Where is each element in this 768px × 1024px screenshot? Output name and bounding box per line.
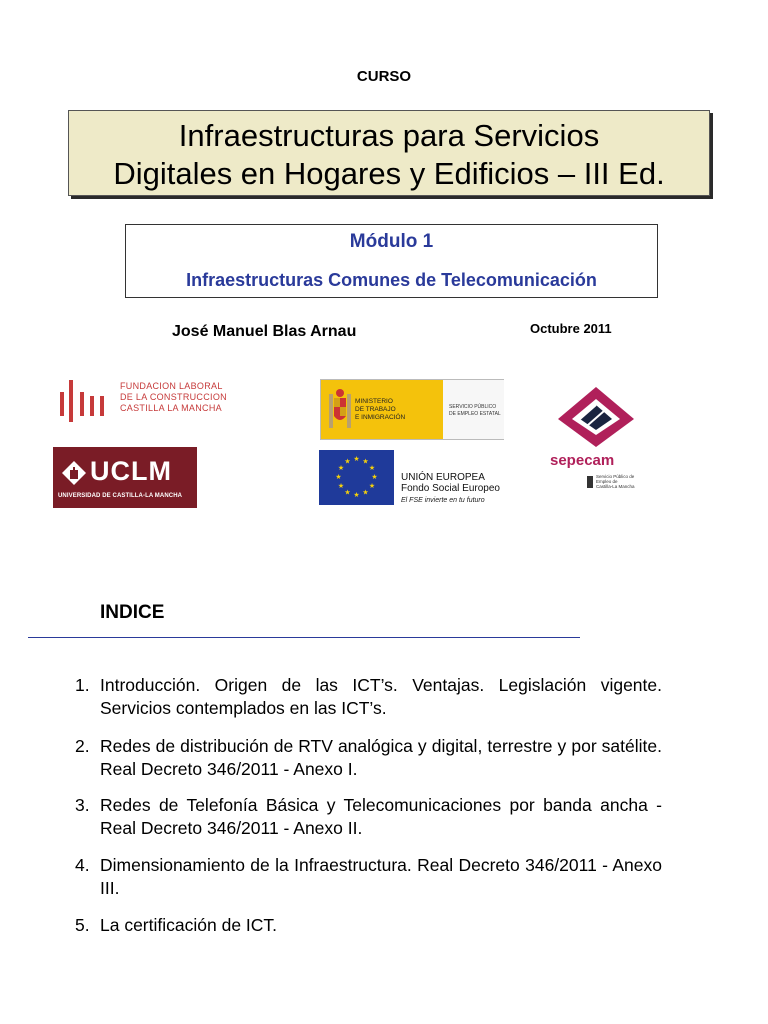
course-label: CURSO <box>356 68 412 85</box>
sepecam-diamond-icon <box>556 385 636 449</box>
ministerio-trabajo-logo <box>320 379 504 440</box>
castilla-shield-icon <box>586 475 594 489</box>
course-title-box <box>68 110 710 196</box>
module-number: Módulo 1 <box>349 231 434 252</box>
module-name: Infraestructuras Comunes de Telecomunicación <box>186 270 597 290</box>
svg-text:★: ★ <box>353 455 360 463</box>
module-box <box>125 224 658 298</box>
svg-text:★: ★ <box>337 482 345 490</box>
ue-title: UNIÓN EUROPEA <box>401 472 485 483</box>
servicio-empleo-text: SERVICIO PÚBLICO DE EMPLEO ESTATAL <box>449 404 501 417</box>
svg-text:★: ★ <box>368 464 376 472</box>
toc-item-text: Redes de Telefonía Básica y Telecomunicaciones por banda ancha - Real Decreto 346/2011 - Anexo II. <box>100 795 662 838</box>
toc-item-text: Introducción. Origen de las ICT’s. Ventajas. Legislación vigente. Servicios contemplados en las ICT’s. <box>100 675 662 718</box>
svg-text:★: ★ <box>344 457 351 466</box>
uclm-logo <box>53 447 197 508</box>
publication-date: Octubre 2011 <box>530 321 612 336</box>
fundacion-text: FUNDACION LABORAL DE LA CONSTRUCCION CASTILLA LA MANCHA <box>120 381 227 413</box>
svg-text:★: ★ <box>371 473 378 481</box>
index-heading: INDICE <box>100 602 165 623</box>
union-europea-logo <box>319 450 512 508</box>
fundacion-laboral-logo <box>58 378 258 424</box>
toc-item-number: 1. <box>75 675 90 695</box>
toc-item-number: 2. <box>75 736 90 756</box>
svg-text:★: ★ <box>337 464 345 472</box>
sepecam-name: sepecam <box>550 452 615 469</box>
svg-text:★: ★ <box>362 457 369 466</box>
svg-text:★: ★ <box>344 488 351 497</box>
coat-of-arms-icon <box>327 388 353 432</box>
uclm-building-icon <box>60 459 88 487</box>
toc-item-number: 3. <box>75 795 90 815</box>
course-title-line-2: Digitales en Hogares y Edificios – III Ed. <box>113 156 665 191</box>
svg-text:★: ★ <box>362 488 369 497</box>
uclm-subtitle: UNIVERSIDAD DE CASTILLA-LA MANCHA <box>58 493 183 499</box>
sepecam-subtitle: Servicio Público de Empleo de Castilla-La Mancha <box>596 474 635 489</box>
author-name: José Manuel Blas Arnau <box>172 323 357 340</box>
index-divider <box>28 637 580 638</box>
ue-tagline: El FSE invierte en tu futuro <box>401 497 485 504</box>
toc-item-number: 5. <box>75 915 90 935</box>
eu-flag-icon <box>319 450 394 505</box>
svg-text:★: ★ <box>353 491 360 499</box>
toc-item-text: Redes de distribución de RTV analógica y digital, terrestre y por satélite. Real Decreto 346/2011 - Anexo I. <box>100 736 662 779</box>
course-title-line-1: Infraestructuras para Servicios <box>178 118 600 153</box>
svg-text:★: ★ <box>335 473 342 481</box>
toc-item-text: Dimensionamiento de la Infraestructura. Real Decreto 346/2011 - Anexo III. <box>100 855 662 898</box>
sepecam-logo <box>546 385 642 495</box>
toc-item-number: 4. <box>75 855 90 875</box>
toc-item-text: La certificación de ICT. <box>100 915 278 935</box>
uclm-name: UCLM <box>90 456 172 486</box>
ministerio-text: MINISTERIO DE TRABAJO E INMIGRACIÓN <box>355 398 406 421</box>
svg-text:★: ★ <box>368 482 376 490</box>
ue-fund-name: Fondo Social Europeo <box>401 483 500 494</box>
